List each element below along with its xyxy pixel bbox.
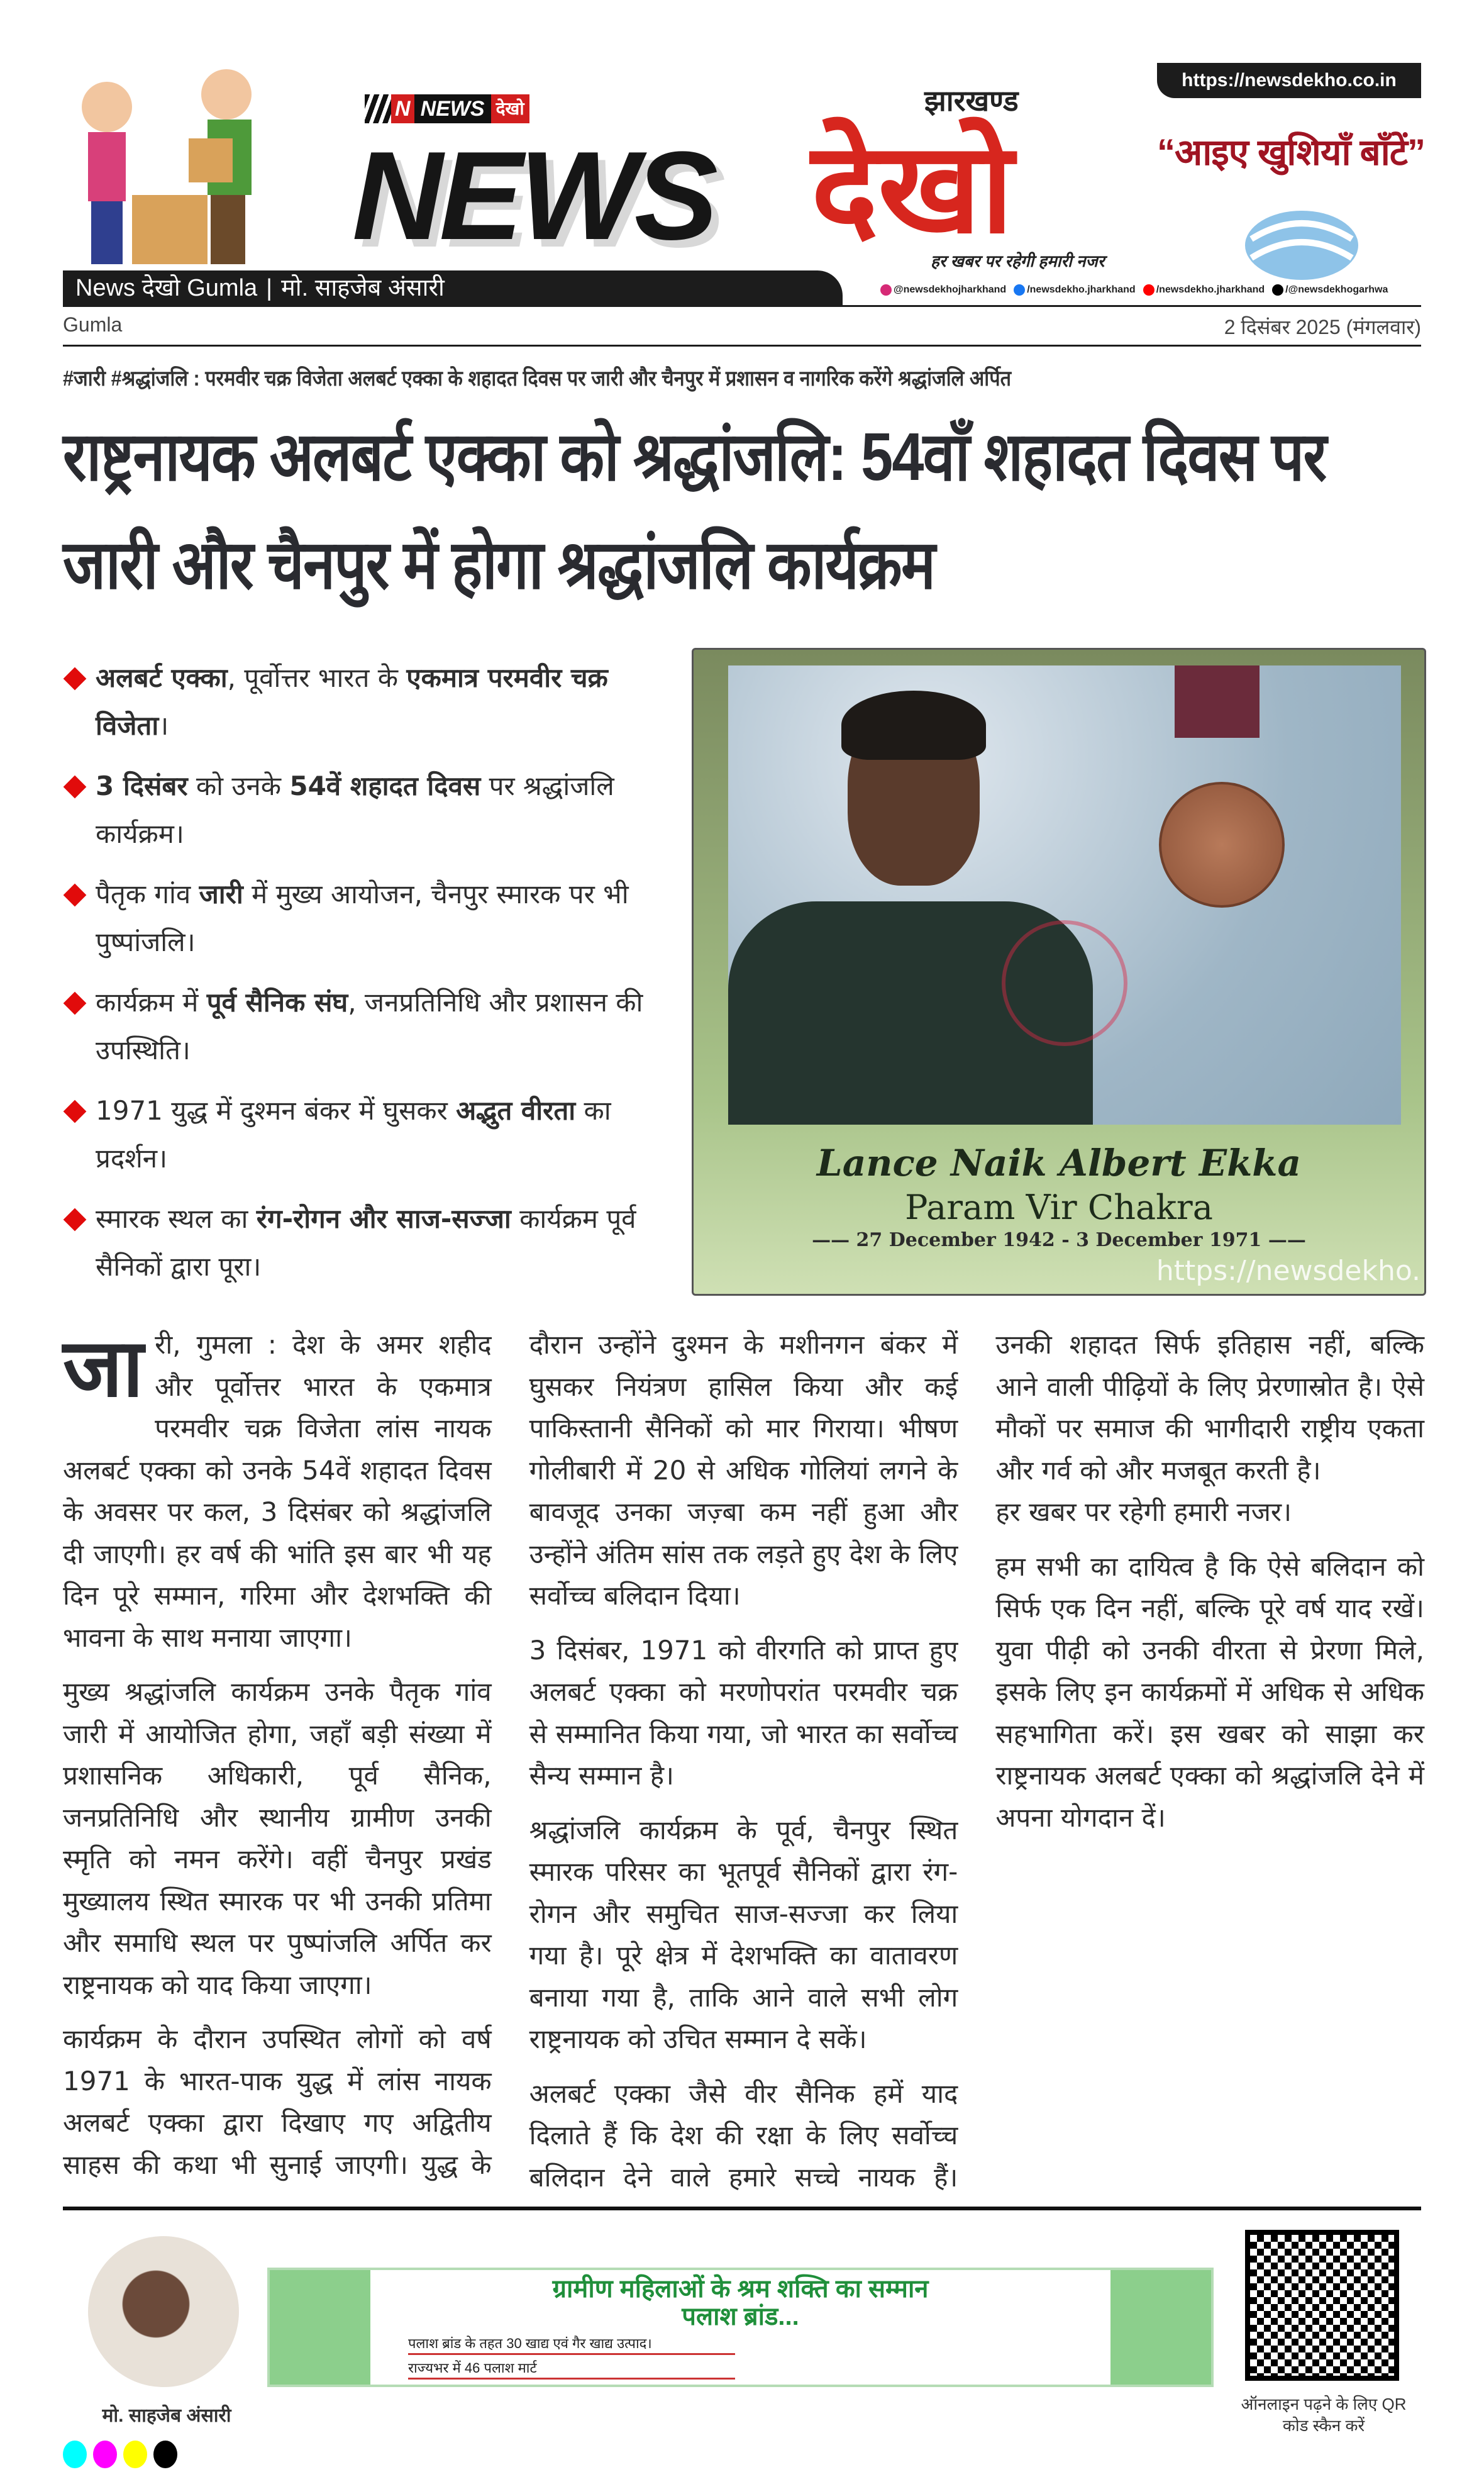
highlight-text: । bbox=[158, 710, 169, 741]
social-handle[interactable]: /@newsdekhogarhwa bbox=[1272, 284, 1388, 296]
highlight-item bbox=[63, 654, 679, 750]
highlight-text: स्मारक स्थल का bbox=[96, 1203, 257, 1234]
article-paragraph: मुख्य श्रद्धांजलि कार्यक्रम उनके पैतृक गांव जारी में आयोजित होगा, जहाँ बड़ी संख्या में प्रशासनिक अधिकारी, पूर्व सैनिक, जनप्रतिनिधि और स्थानीय ग्रामीण उनकी स्मृति को नमन करेंगे। वहीं चैनपुर प्रखंड मुख्यालय स्थित स्मारक पर भी उनकी प्रतिमा और समाधि स्थल पर पुष्पांजलि अर्पित कर राष्ट्रनायक को याद किया जाएगा। bbox=[63, 1676, 492, 2000]
photo-caption-dates: —— 27 December 1942 - 3 December 1971 —— bbox=[812, 1229, 1306, 1251]
highlights-list bbox=[63, 654, 679, 1303]
highlight-text: कार्यक्रम में bbox=[96, 987, 207, 1018]
highlight-bold-text: एकमात्र परमवीर चक्र विजेता bbox=[96, 662, 608, 741]
newsdekho-small-logo: N NEWS देखो bbox=[365, 94, 529, 123]
location: Gumla bbox=[63, 313, 123, 336]
cmyk-registration-marks bbox=[63, 2441, 177, 2468]
article-paragraph: श्रद्धांजलि कार्यक्रम के पूर्व, चैनपुर स्थित स्मारक परिसर का भूतपूर्व सैनिकों द्वारा रंग-रोगन और समुचित साज-सज्जा कर लिया गया है। पूरे क्षेत्र में देशभक्ति का वातावरण बनाया गया है, ताकि आने वाले सभी लोग राष्ट्रनायक को उचित सम्मान दे सकें। bbox=[529, 1814, 958, 2054]
red-diamond-bullet-icon bbox=[64, 1208, 87, 1232]
highlight-bold-text: अद्भुत वीरता bbox=[456, 1095, 576, 1126]
color-dot bbox=[93, 2441, 117, 2468]
color-dot bbox=[63, 2441, 87, 2468]
ad-subtitle: पलाश ब्रांड... bbox=[682, 2303, 799, 2330]
article-paragraph: जारी, गुमला : देश के अमर शहीद और पूर्वोत्तर भारत के एकमात्र परमवीर चक्र विजेता लांस नायक अलबर्ट एक्का को उनके 54वें शहादत दिवस के अवसर पर कल, 3 दिसंबर को श्रद्धांजलि दी जाएगी। हर वर्ष की भांति इस बार भी यह दिन पूरे सम्मान, गरिमा और देशभक्ति की भावना के साथ मनाया जाएगा। bbox=[63, 1323, 492, 1653]
ad-left-portrait bbox=[270, 2270, 370, 2385]
edition-label: News देखो Gumla bbox=[75, 275, 258, 301]
ad-right-portrait bbox=[1110, 2270, 1211, 2385]
highlight-item bbox=[63, 1087, 679, 1183]
byline-bar bbox=[63, 270, 843, 306]
logo-tagline: हर खबर पर रहेगी हमारी नजर bbox=[931, 252, 1105, 270]
highlight-item bbox=[63, 1195, 679, 1291]
promo-quote: “आइए खुशियाँ बाँटें” bbox=[1157, 132, 1425, 173]
color-dot bbox=[123, 2441, 147, 2468]
story-tagline: #जारी #श्रद्धांजलि : परमवीर चक्र विजेता अलबर्ट एक्का के शहादत दिवस पर जारी और चैनपुर में प्रशासन व नागरिक करेंगे श्रद्धांजलि अर्पित bbox=[63, 367, 1012, 391]
reporter-avatar bbox=[88, 2236, 239, 2387]
photo-caption-name: Lance Naik Albert Ekka bbox=[816, 1142, 1302, 1184]
highlight-text: को उनके bbox=[187, 771, 290, 801]
qr-code[interactable] bbox=[1245, 2230, 1399, 2381]
byline-separator: | bbox=[266, 275, 273, 301]
color-dot bbox=[153, 2441, 177, 2468]
medal-ribbon bbox=[1175, 665, 1260, 738]
logo-state-text: झारखण्ड bbox=[924, 84, 1019, 117]
red-diamond-bullet-icon bbox=[64, 992, 87, 1015]
x-icon bbox=[1272, 284, 1283, 296]
divider bbox=[63, 345, 1421, 347]
red-diamond-bullet-icon bbox=[64, 884, 87, 907]
highlight-text: में मुख्य आयोजन, चैनपुर स्मारक पर भी पुष्पांजलि। bbox=[96, 879, 629, 957]
donation-kids-illustration bbox=[63, 69, 314, 270]
ad-point: पलाश ब्रांड के तहत 30 खाद्य एवं गैर खाद्य उत्पाद। bbox=[408, 2334, 735, 2355]
qr-caption: ऑनलाइन पढ़ने के लिए QR कोड स्कैन करें bbox=[1241, 2395, 1407, 2435]
highlight-item bbox=[63, 871, 679, 966]
highlight-text: , जनप्रतिनिधि और प्रशासन की उपस्थिति। bbox=[96, 987, 643, 1066]
highlight-text: 1971 युद्ध में दुश्मन बंकर में घुसकर bbox=[96, 1095, 457, 1126]
website-url[interactable]: https://newsdekho.co.in bbox=[1157, 63, 1421, 98]
param-vir-chakra-medal bbox=[1159, 782, 1285, 908]
albert-ekka-photo bbox=[692, 648, 1426, 1296]
highlight-bold-text: जारी bbox=[199, 879, 243, 910]
logo-dekho-text: देखो bbox=[811, 118, 1014, 259]
newsdekho-stamp-watermark bbox=[1002, 920, 1127, 1046]
photo-caption-award: Param Vir Chakra bbox=[905, 1188, 1213, 1227]
highlight-bold-text: 54वें शहादत दिवस bbox=[289, 771, 481, 801]
highlight-item bbox=[63, 762, 679, 858]
social-handles bbox=[880, 284, 1388, 296]
photo-url-watermark: https://newsdekho. bbox=[1156, 1255, 1420, 1287]
instagram-icon bbox=[880, 284, 892, 296]
highlight-item bbox=[63, 979, 679, 1074]
drop-cap: जा bbox=[63, 1323, 144, 1413]
divider bbox=[63, 305, 1421, 307]
highlight-bold-text: पूर्व सैनिक संघ bbox=[206, 987, 348, 1018]
highlight-text: का प्रदर्शन। bbox=[96, 1095, 611, 1174]
red-diamond-bullet-icon bbox=[64, 776, 87, 799]
footer-divider bbox=[63, 2207, 1421, 2210]
highlight-text: पैतृक गांव bbox=[96, 879, 199, 910]
headline: राष्ट्रनायक अलबर्ट एक्का को श्रद्धांजलि: 54वाँ शहादत दिवस पर जारी और चैनपुर में होगा श्रद्धांजलि कार्यक्रम bbox=[63, 418, 1326, 603]
highlight-text: , पूर्वोत्तर भारत के bbox=[227, 662, 407, 693]
blanket-illustration bbox=[1239, 195, 1365, 289]
highlight-bold-text: 3 दिसंबर bbox=[96, 771, 188, 801]
reporter-avatar-name: मो. साहजेब अंसारी bbox=[102, 2405, 231, 2426]
article-paragraph: अलबर्ट एक्का जैसे वीर सैनिक हमें याद दिलाते हैं कि देश की रक्षा के लिए सर्वोच्च बलिदान देने वाले हमारे सच्चे नायक हैं। उनकी शहादत सिर्फ इतिहास नहीं, बल्कि आने वाली पीढ़ियों के लिए प्रेरणास्रोत है। ऐसे मौकों पर समाज की भागीदारी राष्ट्रीय एकता और गर्व को और मजबूत करती है। bbox=[529, 1329, 1424, 2193]
social-handle[interactable]: @newsdekhojharkhand bbox=[880, 284, 1006, 296]
highlight-bold-text: अलबर्ट एक्का bbox=[96, 662, 228, 693]
red-diamond-bullet-icon bbox=[64, 667, 87, 691]
article-slogan: हर खबर पर रहेगी हमारी नजर। bbox=[995, 1496, 1292, 1527]
palash-brand-advertisement[interactable] bbox=[267, 2268, 1214, 2387]
reporter-name: मो. साहजेब अंसारी bbox=[281, 275, 445, 301]
article-paragraph: हम सभी का दायित्व है कि ऐसे बलिदान को सिर्फ एक दिन नहीं, बल्कि पूरे वर्ष याद रखें। युवा पीढ़ी को उनकी वीरता से प्रेरणा मिले, इसके लिए इन कार्यक्रमों में अधिक से अधिक सहभागिता करें। इस खबर को साझा कर राष्ट्रनायक अलबर्ट एक्का को श्रद्धांजलि देने में अपना योगदान दें। bbox=[995, 1551, 1424, 1833]
youtube-icon bbox=[1143, 284, 1155, 296]
social-handle[interactable]: /newsdekho.jharkhand bbox=[1143, 284, 1265, 296]
article-paragraph: कार्यक्रम के दौरान उपस्थित लोगों को वर्ष 1971 के भारत-पाक युद्ध में लांस नायक अलबर्ट एक्का द्वारा दिखाए गए अद्वितीय साहस की कथा भी सुनाई जाएगी। युद्ध के दौरान उन्होंने दुश्मन के मशीनगन बंकर में घुसकर नियंत्रण हासिल किया और कई पाकिस्तानी सैनिकों को मार गिराया। भीषण गोलीबारी में 20 से अधिक गोलियां लगने के बावजूद उनका जज़्बा कम नहीं हुआ और उन्होंने अंतिम सांस तक लड़ते हुए देश के लिए सर्वोच्च बलिदान दिया। bbox=[63, 1329, 958, 2180]
highlight-text: कार्यक्रम पूर्व सैनिकों द्वारा पूरा। bbox=[96, 1203, 636, 1282]
facebook-icon bbox=[1014, 284, 1025, 296]
highlight-bold-text: रंग-रोगन और साज-सज्जा bbox=[256, 1203, 511, 1234]
logo-news-text: NEWS bbox=[352, 126, 714, 266]
article-body bbox=[63, 1324, 1424, 2205]
social-handle[interactable]: /newsdekho.jharkhand bbox=[1014, 284, 1135, 296]
highlight-text: पर श्रद्धांजलि कार्यक्रम। bbox=[96, 771, 614, 849]
red-diamond-bullet-icon bbox=[64, 1100, 87, 1123]
publish-date: 2 दिसंबर 2025 (मंगलवार) bbox=[1224, 316, 1421, 338]
ad-point: राज्यभर में 46 पलाश मार्ट bbox=[408, 2359, 735, 2380]
article-paragraph: 3 दिसंबर, 1971 को वीरगति को प्राप्त हुए अलबर्ट एक्का को मरणोपरांत परमवीर चक्र से सम्मानित किया गया, जो भारत का सर्वोच्च सैन्य सम्मान है। bbox=[529, 1634, 958, 1791]
ad-title: ग्रामीण महिलाओं के श्रम शक्ति का सम्मान bbox=[552, 2275, 929, 2303]
